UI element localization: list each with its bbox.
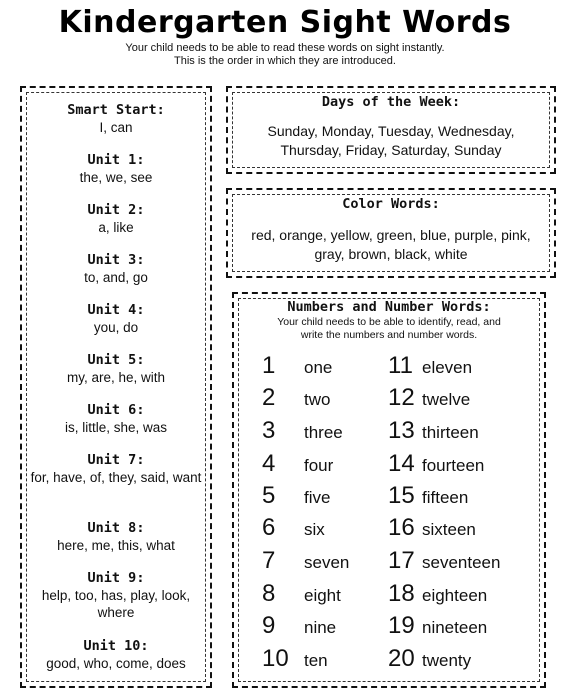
days-heading: Days of the Week: — [321, 94, 461, 110]
unit-heading: Unit 5: — [87, 352, 145, 368]
number-word: fifteen — [422, 488, 469, 507]
number-word: two — [304, 390, 331, 409]
unit-heading: Unit 7: — [87, 452, 145, 468]
days-line-1: Sunday, Monday, Tuesday, Wednesday, — [267, 123, 515, 139]
unit-heading: Unit 8: — [87, 520, 145, 536]
number-digit: 11 — [388, 352, 413, 379]
number-word: fourteen — [422, 456, 485, 475]
unit-block — [22, 102, 210, 136]
number-word: four — [304, 456, 334, 475]
number-digit: 7 — [262, 547, 276, 574]
number-word: eight — [304, 586, 341, 605]
colors-heading: Color Words: — [342, 196, 440, 212]
number-digit: 16 — [388, 514, 415, 541]
number-word: thirteen — [422, 423, 479, 442]
number-digit: 2 — [262, 384, 276, 411]
unit-block — [22, 402, 210, 436]
number-digit: 15 — [388, 482, 415, 509]
unit-block — [22, 520, 210, 554]
unit-heading: Unit 9: — [87, 570, 145, 586]
number-digit: 9 — [262, 612, 276, 639]
unit-heading: Unit 3: — [87, 252, 145, 268]
days-line-2: Thursday, Friday, Saturday, Sunday — [280, 142, 502, 158]
unit-words: my, are, he, with — [66, 370, 166, 385]
unit-block — [22, 570, 210, 621]
number-digit: 10 — [262, 645, 289, 672]
color-words-panel — [226, 188, 556, 278]
days-list — [228, 122, 554, 160]
number-digit: 14 — [388, 450, 415, 477]
number-digit: 1 — [262, 352, 276, 379]
number-word: nine — [304, 618, 337, 637]
number-digit: 8 — [262, 580, 276, 607]
colors-list — [228, 226, 554, 264]
number-digit: 20 — [388, 645, 415, 672]
number-digit: 17 — [388, 547, 415, 574]
unit-words: to, and, go — [84, 270, 148, 285]
unit-heading: Unit 6: — [87, 402, 145, 418]
unit-block — [22, 252, 210, 286]
unit-heading: Unit 2: — [87, 202, 145, 218]
unit-block — [22, 352, 210, 386]
unit-words: for, have, of, they, said, want — [30, 470, 202, 485]
days-of-week-panel — [226, 86, 556, 174]
number-digit: 6 — [262, 514, 276, 541]
numbers-note — [234, 316, 544, 342]
number-word: twelve — [422, 390, 471, 409]
colors-line-1: red, orange, yellow, green, blue, purple, pink, — [251, 227, 531, 243]
numbers-note-line-2: write the numbers and number words. — [300, 329, 478, 341]
colors-line-2: gray, brown, black, white — [314, 246, 468, 262]
unit-words: good, who, come, does — [46, 656, 186, 671]
unit-heading: Unit 10: — [83, 638, 149, 654]
number-word: ten — [304, 651, 328, 670]
page-title: Kindergarten Sight Words — [58, 5, 512, 40]
unit-block — [22, 202, 210, 236]
unit-heading: Unit 1: — [87, 152, 145, 168]
number-word: seventeen — [422, 553, 501, 572]
unit-words: the, we, see — [79, 170, 153, 185]
number-word: five — [304, 488, 331, 507]
number-digit: 4 — [262, 450, 276, 477]
unit-words: is, little, she, was — [64, 420, 168, 435]
unit-words: I, can — [99, 120, 133, 135]
number-word: eighteen — [422, 586, 488, 605]
number-digit: 12 — [388, 384, 415, 411]
number-digit: 5 — [262, 482, 276, 509]
units-panel — [20, 86, 212, 688]
number-word: six — [304, 520, 325, 539]
subtitle-line-2: This is the order in which they are introduced. — [174, 55, 396, 67]
unit-block — [22, 302, 210, 336]
number-digit: 19 — [388, 612, 415, 639]
page-subtitle — [0, 42, 570, 68]
number-digit: 3 — [262, 417, 276, 444]
number-word: one — [304, 358, 333, 377]
number-digit: 18 — [388, 580, 415, 607]
unit-heading: Smart Start: — [67, 102, 165, 118]
number-word: seven — [304, 553, 350, 572]
unit-block — [22, 452, 210, 486]
unit-heading: Unit 4: — [87, 302, 145, 318]
numbers-panel — [232, 292, 546, 688]
number-word: three — [304, 423, 343, 442]
number-word: sixteen — [422, 520, 476, 539]
unit-block — [22, 152, 210, 186]
unit-words: help, too, has, play, look, where — [41, 588, 191, 620]
unit-words: you, do — [93, 320, 139, 335]
unit-block — [22, 638, 210, 672]
numbers-note-line-1: Your child needs to be able to identify, read, and — [277, 316, 501, 328]
unit-words: a, like — [98, 220, 134, 235]
subtitle-line-1: Your child needs to be able to read these words on sight instantly. — [125, 42, 445, 54]
numbers-heading: Numbers and Number Words: — [287, 299, 491, 315]
number-digit: 13 — [388, 417, 415, 444]
number-word: twenty — [422, 651, 472, 670]
number-word: nineteen — [422, 618, 488, 637]
number-word: eleven — [422, 358, 473, 377]
unit-words: here, me, this, what — [57, 538, 175, 553]
